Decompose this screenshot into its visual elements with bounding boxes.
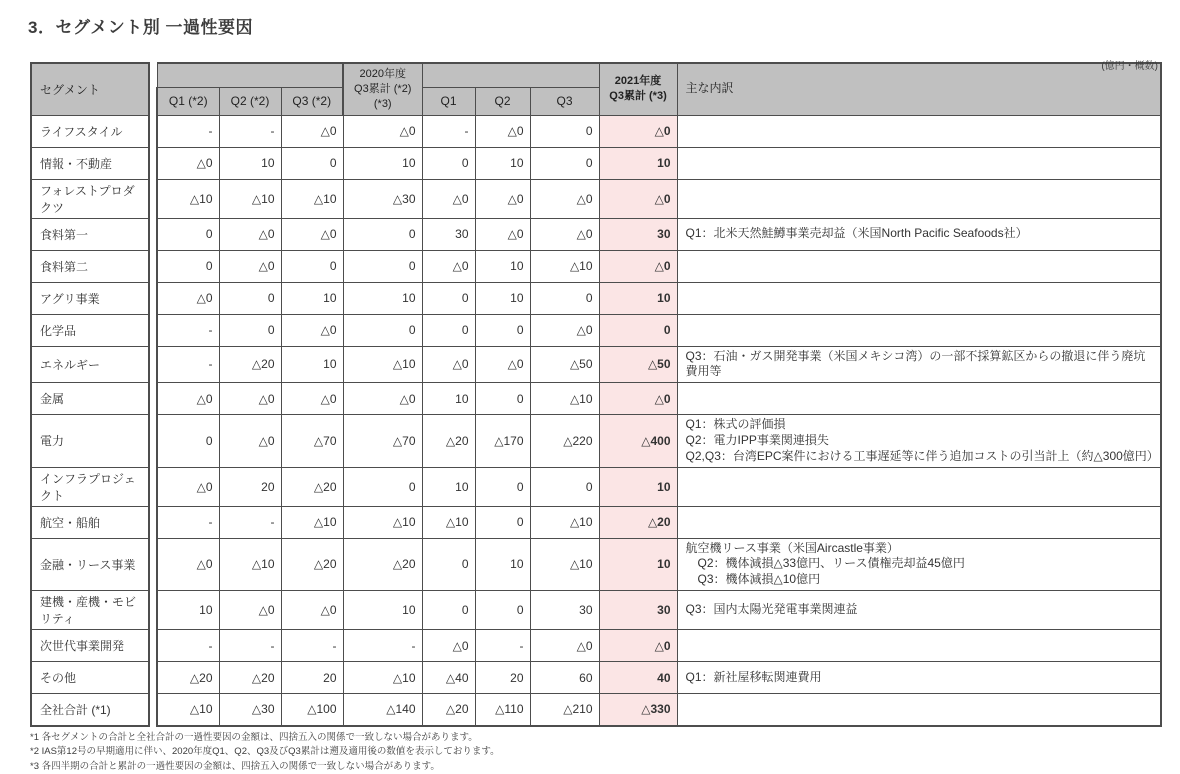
- footnote-2: *2 IAS第12号の早期適用に伴い、2020年度Q1、Q2、Q3及びQ3累計は遡及適用後の数値を表示しております。: [30, 746, 500, 758]
- table-row: [31, 591, 1161, 630]
- fy2021-value-cell: 10: [599, 467, 677, 506]
- fy2020-value-cell: △20: [219, 662, 281, 694]
- fy2021-group-header: [422, 63, 599, 87]
- fy2020-value-cell: △20: [219, 346, 281, 383]
- fy2020-value-cell: △70: [281, 415, 343, 467]
- column-gap: [149, 346, 157, 383]
- fy2020-value-cell: △10: [343, 346, 422, 383]
- fy2021-value-cell: △50: [530, 346, 599, 383]
- fy2020-value-cell: 10: [343, 147, 422, 179]
- fy2020-value-cell: △0: [281, 591, 343, 630]
- fy2021-value-cell: 10: [599, 538, 677, 590]
- fy2020-value-cell: △0: [157, 147, 219, 179]
- fy2021-value-cell: 10: [599, 147, 677, 179]
- column-gap: [149, 250, 157, 282]
- segment-name-cell: 建機・産機・モビリティ: [31, 591, 149, 630]
- fy2020-value-cell: △140: [343, 694, 422, 726]
- fy2021-value-cell: 20: [475, 662, 530, 694]
- breakdown-cell: Q1：北米天然鮭鱒事業売却益（米国North Pacific Seafoods社）: [677, 218, 1161, 250]
- fy2020-value-cell: △0: [219, 591, 281, 630]
- table-row: [31, 218, 1161, 250]
- fy2020-year-label: 2020年度: [359, 67, 406, 80]
- fy2020-value-cell: 10: [219, 147, 281, 179]
- footnotes: [30, 731, 1180, 774]
- segment-column-header: セグメント: [31, 63, 149, 115]
- segment-name-cell: 航空・船舶: [31, 506, 149, 538]
- fy2020-value-cell: △70: [343, 415, 422, 467]
- table-row: [31, 250, 1161, 282]
- table-row: [31, 506, 1161, 538]
- fy2020-q1-header: Q1 (*2): [157, 87, 219, 115]
- fy2020-value-cell: △30: [343, 179, 422, 218]
- fy2021-value-cell: 10: [422, 383, 475, 415]
- fy2020-value-cell: -: [281, 630, 343, 662]
- segment-name-cell: エネルギー: [31, 346, 149, 383]
- fy2021-value-cell: △20: [422, 694, 475, 726]
- fy2020-value-cell: 20: [281, 662, 343, 694]
- fy2021-value-cell: 0: [422, 282, 475, 314]
- column-gap: [149, 506, 157, 538]
- fy2020-value-cell: △10: [343, 506, 422, 538]
- fy2021-value-cell: △0: [422, 346, 475, 383]
- segment-name-cell: 次世代事業開発: [31, 630, 149, 662]
- fy2020-value-cell: △10: [281, 179, 343, 218]
- breakdown-cell: [677, 282, 1161, 314]
- breakdown-cell: [677, 383, 1161, 415]
- breakdown-cell: [677, 250, 1161, 282]
- fy2020-value-cell: -: [157, 506, 219, 538]
- fy2020-value-cell: 0: [157, 250, 219, 282]
- fy2020-value-cell: -: [157, 346, 219, 383]
- fy2021-value-cell: △0: [599, 250, 677, 282]
- fy2021-value-cell: 0: [422, 147, 475, 179]
- fy2020-value-cell: △0: [157, 383, 219, 415]
- fy2020-value-cell: 0: [157, 415, 219, 467]
- segment-name-cell: 情報・不動産: [31, 147, 149, 179]
- column-gap: [149, 415, 157, 467]
- fy2021-value-cell: 10: [422, 467, 475, 506]
- column-gap: [149, 147, 157, 179]
- table-row: [31, 662, 1161, 694]
- fy2020-value-cell: -: [219, 630, 281, 662]
- fy2020-value-cell: △0: [281, 218, 343, 250]
- column-gap: [149, 282, 157, 314]
- fy2021-value-cell: △20: [422, 415, 475, 467]
- fy2021-value-cell: △0: [475, 179, 530, 218]
- unit-note: (億円・概数): [1101, 61, 1158, 72]
- fy2021-value-cell: 0: [422, 314, 475, 346]
- breakdown-cell: [677, 147, 1161, 179]
- fy2020-value-cell: △10: [157, 179, 219, 218]
- column-gap: [149, 383, 157, 415]
- fy2021-value-cell: 0: [530, 467, 599, 506]
- fy2020-value-cell: △10: [343, 662, 422, 694]
- segment-name-cell: インフラプロジェクト: [31, 467, 149, 506]
- fy2021-value-cell: 10: [475, 538, 530, 590]
- fy2020-value-cell: △0: [219, 250, 281, 282]
- fy2021-value-cell: △330: [599, 694, 677, 726]
- fy2021-year-label: 2021年度: [614, 75, 662, 88]
- fy2020-value-cell: △100: [281, 694, 343, 726]
- fy2021-value-cell: △10: [530, 506, 599, 538]
- breakdown-cell: [677, 314, 1161, 346]
- segment-name-cell: 全社合計 (*1): [31, 694, 149, 726]
- segment-name-cell: その他: [31, 662, 149, 694]
- fy2021-value-cell: △0: [422, 250, 475, 282]
- fy2020-value-cell: -: [157, 314, 219, 346]
- fy2020-value-cell: 20: [219, 467, 281, 506]
- footnote-3: *3 各四半期の合計と累計の一過性要因の金額は、四捨五入の関係で一致しない場合があります。: [30, 761, 440, 773]
- fy2021-value-cell: △0: [530, 630, 599, 662]
- segment-name-cell: 食料第一: [31, 218, 149, 250]
- table-row: [31, 282, 1161, 314]
- fy2021-q2-header: Q2: [475, 87, 530, 115]
- segment-name-cell: 電力: [31, 415, 149, 467]
- fy2020-value-cell: -: [157, 630, 219, 662]
- fy2020-value-cell: △0: [219, 218, 281, 250]
- fy2020-value-cell: 0: [343, 467, 422, 506]
- breakdown-cell: Q3：国内太陽光発電事業関連益: [677, 591, 1161, 630]
- fy2021-value-cell: 0: [530, 115, 599, 147]
- fy2020-value-cell: △0: [281, 314, 343, 346]
- segment-name-cell: 金属: [31, 383, 149, 415]
- segment-one-time-factors-table: [30, 62, 1162, 727]
- fy2021-value-cell: 0: [530, 282, 599, 314]
- fy2020-value-cell: △30: [219, 694, 281, 726]
- fy2021-value-cell: △220: [530, 415, 599, 467]
- fy2020-cum-label: Q3累計 (*2)(*3): [354, 82, 412, 110]
- segment-name-cell: フォレストプロダクツ: [31, 179, 149, 218]
- fy2020-value-cell: △0: [281, 383, 343, 415]
- fy2020-value-cell: 0: [343, 314, 422, 346]
- fy2021-value-cell: 30: [530, 591, 599, 630]
- fy2020-value-cell: 0: [219, 282, 281, 314]
- fy2021-value-cell: △10: [530, 538, 599, 590]
- fy2020-value-cell: -: [343, 630, 422, 662]
- fy2020-value-cell: 0: [157, 218, 219, 250]
- fy2020-value-cell: △20: [343, 538, 422, 590]
- fy2021-value-cell: △50: [599, 346, 677, 383]
- table-body: [31, 115, 1161, 726]
- fy2021-value-cell: △0: [530, 218, 599, 250]
- column-gap: [149, 630, 157, 662]
- breakdown-cell: [677, 694, 1161, 726]
- fy2021-value-cell: △0: [599, 630, 677, 662]
- column-gap: [149, 662, 157, 694]
- fy2020-value-cell: △20: [157, 662, 219, 694]
- table-row: [31, 179, 1161, 218]
- segment-name-cell: ライフスタイル: [31, 115, 149, 147]
- fy2020-cumulative-header: [343, 63, 422, 115]
- fy2021-value-cell: 0: [475, 591, 530, 630]
- column-gap: [149, 467, 157, 506]
- segment-name-cell: 食料第二: [31, 250, 149, 282]
- fy2021-value-cell: 0: [422, 591, 475, 630]
- fy2021-value-cell: △40: [422, 662, 475, 694]
- fy2021-value-cell: 30: [599, 591, 677, 630]
- fy2020-q3-header: Q3 (*2): [281, 87, 343, 115]
- column-gap: [149, 63, 157, 115]
- table-row: [31, 694, 1161, 726]
- fy2021-value-cell: △20: [599, 506, 677, 538]
- segment-name-cell: 化学品: [31, 314, 149, 346]
- fy2021-value-cell: △110: [475, 694, 530, 726]
- fy2021-value-cell: 30: [422, 218, 475, 250]
- fy2021-value-cell: △10: [530, 250, 599, 282]
- fy2020-value-cell: 0: [281, 250, 343, 282]
- fy2021-value-cell: 0: [422, 538, 475, 590]
- fy2020-group-header: [157, 63, 343, 87]
- table-row: [31, 314, 1161, 346]
- breakdown-cell: [677, 115, 1161, 147]
- fy2020-value-cell: △20: [281, 538, 343, 590]
- breakdown-column-header: 主な内訳: [677, 63, 1161, 115]
- fy2021-value-cell: 0: [530, 147, 599, 179]
- breakdown-cell: [677, 506, 1161, 538]
- fy2021-cum-label: Q3累計 (*3): [609, 90, 667, 103]
- header-row-1: [31, 63, 1161, 87]
- fy2021-value-cell: △10: [530, 383, 599, 415]
- fy2020-value-cell: 0: [219, 314, 281, 346]
- column-gap: [149, 179, 157, 218]
- fy2021-value-cell: 0: [475, 467, 530, 506]
- column-gap: [149, 694, 157, 726]
- table-row: [31, 467, 1161, 506]
- fy2020-value-cell: 10: [343, 591, 422, 630]
- fy2021-value-cell: △0: [475, 218, 530, 250]
- fy2020-value-cell: △10: [157, 694, 219, 726]
- fy2020-value-cell: △0: [157, 467, 219, 506]
- breakdown-cell: Q1：新社屋移転関連費用: [677, 662, 1161, 694]
- fy2020-value-cell: △0: [157, 282, 219, 314]
- table-row: [31, 538, 1161, 590]
- breakdown-cell: [677, 630, 1161, 662]
- breakdown-cell: Q3：石油・ガス開発事業（米国メキシコ湾）の一部不採算鉱区からの撤退に伴う廃坑費用等: [677, 346, 1161, 383]
- fy2021-q1-header: Q1: [422, 87, 475, 115]
- fy2021-value-cell: △210: [530, 694, 599, 726]
- fy2020-value-cell: △0: [343, 383, 422, 415]
- table-row: [31, 115, 1161, 147]
- fy2021-value-cell: 60: [530, 662, 599, 694]
- fy2021-value-cell: △10: [422, 506, 475, 538]
- fy2021-value-cell: 10: [599, 282, 677, 314]
- fy2021-value-cell: 40: [599, 662, 677, 694]
- fy2020-value-cell: 0: [281, 147, 343, 179]
- breakdown-cell: Q1：株式の評価損 Q2：電力IPP事業関連損失 Q2,Q3：台湾EPC案件における工事遅延等に伴う追加コストの引当計上（約△300億円）: [677, 415, 1161, 467]
- fy2020-value-cell: △0: [219, 415, 281, 467]
- fy2020-value-cell: 10: [157, 591, 219, 630]
- fy2021-value-cell: 0: [475, 506, 530, 538]
- fy2021-value-cell: △0: [422, 630, 475, 662]
- table-row: [31, 383, 1161, 415]
- table-row: [31, 346, 1161, 383]
- fy2020-value-cell: △10: [281, 506, 343, 538]
- fy2020-value-cell: -: [219, 115, 281, 147]
- column-gap: [149, 314, 157, 346]
- fy2020-value-cell: △0: [343, 115, 422, 147]
- fy2020-value-cell: △0: [281, 115, 343, 147]
- fy2021-value-cell: △0: [475, 115, 530, 147]
- fy2020-value-cell: △10: [219, 179, 281, 218]
- fy2021-value-cell: 10: [475, 147, 530, 179]
- fy2020-value-cell: △0: [219, 383, 281, 415]
- column-gap: [149, 115, 157, 147]
- fy2021-value-cell: 10: [475, 282, 530, 314]
- fy2021-value-cell: -: [422, 115, 475, 147]
- fy2021-value-cell: △400: [599, 415, 677, 467]
- fy2021-value-cell: △0: [530, 179, 599, 218]
- fy2020-value-cell: △10: [219, 538, 281, 590]
- column-gap: [149, 538, 157, 590]
- column-gap: [149, 591, 157, 630]
- fy2020-value-cell: △20: [281, 467, 343, 506]
- fy2021-value-cell: 10: [475, 250, 530, 282]
- fy2020-value-cell: 10: [343, 282, 422, 314]
- breakdown-cell: 航空機リース事業（米国Aircastle事業） Q2：機体減損△33億円、リース債権売却益45億円 Q3：機体減損△10億円: [677, 538, 1161, 590]
- segment-name-cell: アグリ事業: [31, 282, 149, 314]
- fy2020-value-cell: 0: [343, 250, 422, 282]
- page-title: 3．セグメント別 一過性要因: [28, 18, 254, 37]
- fy2020-value-cell: -: [219, 506, 281, 538]
- fy2021-value-cell: △0: [530, 314, 599, 346]
- column-gap: [149, 218, 157, 250]
- segment-name-cell: 金融・リース事業: [31, 538, 149, 590]
- table-row: [31, 630, 1161, 662]
- fy2021-value-cell: △0: [475, 346, 530, 383]
- fy2021-value-cell: △0: [599, 179, 677, 218]
- fy2021-value-cell: △170: [475, 415, 530, 467]
- fy2020-value-cell: △0: [157, 538, 219, 590]
- fy2020-value-cell: -: [157, 115, 219, 147]
- table-row: [31, 415, 1161, 467]
- breakdown-cell: [677, 467, 1161, 506]
- fy2020-value-cell: 10: [281, 346, 343, 383]
- fy2021-value-cell: 0: [475, 383, 530, 415]
- table-row: [31, 147, 1161, 179]
- fy2021-value-cell: 0: [475, 314, 530, 346]
- breakdown-cell: [677, 179, 1161, 218]
- fy2021-q3-header: Q3: [530, 87, 599, 115]
- fy2021-value-cell: -: [475, 630, 530, 662]
- table-header: [31, 63, 1161, 115]
- fy2020-q2-header: Q2 (*2): [219, 87, 281, 115]
- fy2021-value-cell: △0: [422, 179, 475, 218]
- fy2021-value-cell: △0: [599, 115, 677, 147]
- fy2020-value-cell: 0: [343, 218, 422, 250]
- fy2021-cumulative-header: [599, 63, 677, 115]
- footnote-1: *1 各セグメントの合計と全社合計の一過性要因の金額は、四捨五入の関係で一致しない場合があります。: [30, 731, 478, 743]
- fy2021-value-cell: △0: [599, 383, 677, 415]
- fy2020-value-cell: 10: [281, 282, 343, 314]
- fy2021-value-cell: 0: [599, 314, 677, 346]
- fy2021-value-cell: 30: [599, 218, 677, 250]
